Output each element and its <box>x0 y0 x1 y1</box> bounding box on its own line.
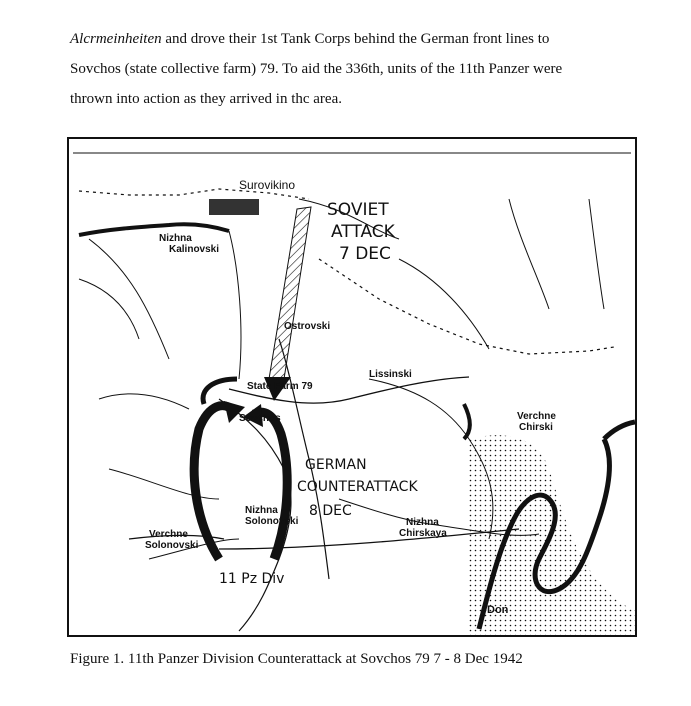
front-line-east <box>319 259 614 354</box>
label-state-farm: State Farm 79 <box>247 381 313 392</box>
annotation-german-3: 8 DEC <box>309 503 352 519</box>
paragraph-line-3: thrown into action as they arrived in thc area. <box>70 91 342 107</box>
label-ostrovski: Ostrovski <box>284 321 331 332</box>
annotation-soviet-2: ATTACK <box>331 222 395 242</box>
stream <box>109 469 219 499</box>
label-nizhna-chirskaya-2: Chirskaya <box>399 528 447 539</box>
paragraph-line-1 <box>70 24 670 54</box>
paragraph-line-2: Sovchos (state collective farm) 79. To aid the 336th, units of the 11th Panzer were <box>70 61 563 77</box>
annotation-soviet-3: 7 DEC <box>339 244 391 264</box>
label-sovchos: Sovchos <box>239 413 281 424</box>
label-verchne-solonovski-2: Solonovski <box>145 540 199 551</box>
annotation-soviet-1: SOVIET <box>327 200 389 220</box>
label-surovikino: Surovikino <box>239 178 296 192</box>
surovikino-town <box>209 199 259 215</box>
chir-river-north <box>79 224 229 235</box>
figure-caption: Figure 1. 11th Panzer Division Counterattack at Sovchos 79 7 - 8 Dec 1942 <box>70 651 523 667</box>
paragraph-line-1-text: and drove their 1st Tank Corps behind the German front lines to <box>161 31 550 47</box>
don-river-east <box>604 422 635 439</box>
stream <box>589 199 604 309</box>
soviet-attack-arrow <box>269 207 311 379</box>
label-don: Don <box>487 604 509 616</box>
map-drawing <box>69 139 635 635</box>
label-verchne-chirski-1: Verchne <box>517 411 556 422</box>
label-nizhna-kalinovski-2: Kalinovski <box>169 244 220 255</box>
annotation-german-1: GERMAN <box>305 457 367 473</box>
label-verchne-solonovski-1: Verchne <box>149 529 188 540</box>
annotation-german-2: COUNTERATTACK <box>297 479 418 495</box>
label-verchne-chirski-2: Chirski <box>519 422 553 433</box>
annotation-division: 11 Pz Div <box>219 571 285 587</box>
stream <box>509 199 549 309</box>
panzer-arrow-east <box>254 412 287 559</box>
label-nizhna-solonovski-1: Nizhna <box>245 505 278 516</box>
paragraph-italic-term: Alcrmeinheiten <box>70 31 162 47</box>
label-nizhna-solonovski-2: Solonovski <box>245 516 299 527</box>
label-lissinski: Lissinski <box>369 369 412 380</box>
label-nizhna-chirskaya-1: Nizhna <box>406 517 439 528</box>
body-paragraph <box>70 24 670 114</box>
stream <box>89 239 169 359</box>
stream <box>399 259 489 349</box>
map-figure <box>67 137 637 637</box>
stream <box>99 394 189 409</box>
label-nizhna-kalinovski-1: Nizhna <box>159 233 192 244</box>
stream <box>229 231 241 379</box>
stream <box>79 279 139 339</box>
